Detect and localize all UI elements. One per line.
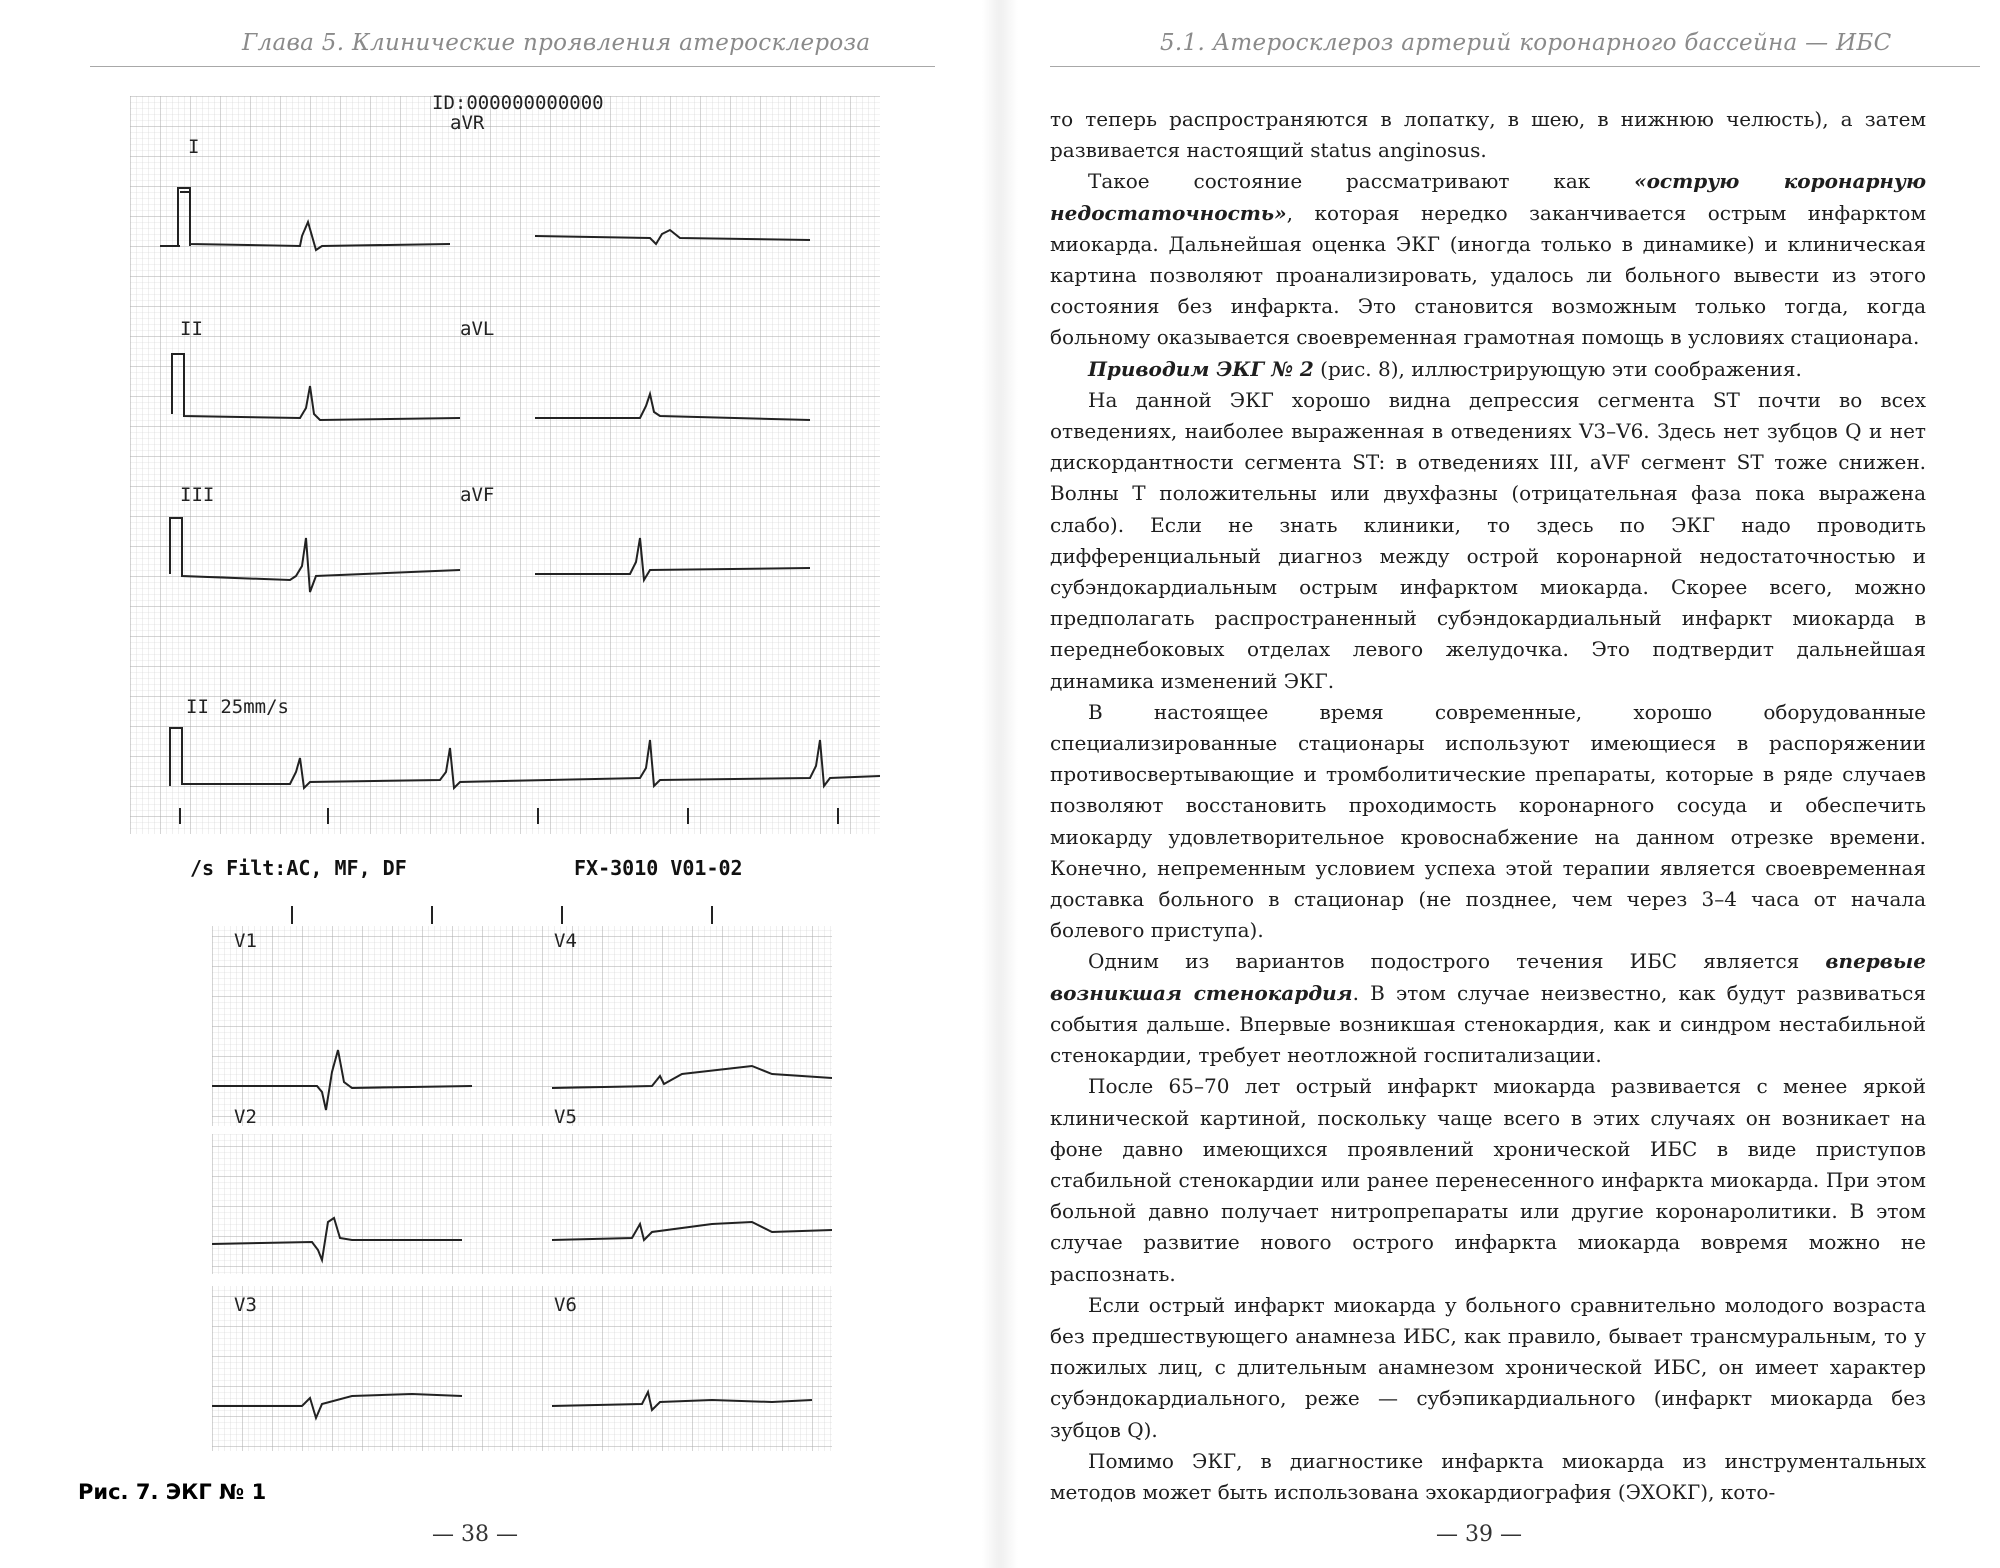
ecg-bottom-panel (212, 906, 832, 1466)
ecg-lead-label: aVF (460, 484, 495, 506)
ecg-rhythm-label: II 25mm/s (186, 696, 289, 718)
ecg-lead-label: I (188, 136, 200, 158)
paragraph-text: Такое состояние рассматривают как (1088, 169, 1635, 194)
paragraph-text: (рис. 8), иллюстрирующую эти соображения. (1313, 356, 1802, 381)
paragraph: В настоящее время современные, хорошо оборудованные специализированные стационары используют имеющиеся в распоряжении противосвертывающие и тромболитические препараты, которые в ряде случаев позволяют восстановить проходимость коронарного сосуда и обеспечить миокарду удовлетворительное кровоснабжение на данном отрезке времени. Конечно, непременным условием успеха этой терапии является своевременная доставка больного в стационар (не позднее, чем через 3–4 часа от начала болевого приступа). (1050, 699, 1926, 943)
paragraph: Помимо ЭКГ, в диагностике инфаркта миокарда из инструментальных методов может быть использована эхокардиография (ЭХОКГ), кото- (1050, 1448, 1926, 1504)
paragraph (1050, 354, 1926, 385)
paragraph (1050, 166, 1926, 353)
ecg-device-id: ID:000000000000 (432, 92, 604, 114)
ecg-device-model: FX-3010 V01-02 (574, 856, 743, 880)
ecg-lead-label: V2 (234, 1106, 257, 1128)
ecg-lead-label: V5 (554, 1106, 577, 1128)
ecg-lead-label: V6 (554, 1294, 577, 1316)
ecg-lead-label: II (180, 318, 203, 340)
emphasis-term: «острую коронарную недостаточность» (1050, 169, 1926, 225)
paragraph: то теперь распространяются в лопатку, в шею, в нижнюю челюсть), а затем развивается настоящий status anginosus. (1050, 107, 1926, 163)
right-page (1000, 0, 2000, 1568)
left-head-rule (90, 66, 935, 67)
paragraph: После 65–70 лет острый инфаркт миокарда развивается с менее яркой клинической картиной, поскольку чаще всего в этих случаях он возникает на фоне давно имеющихся проявлений хронической ИБС в виде приступов стабильной стенокардии или ранее перенесенного инфаркта миокарда. При этом больной давно получает нитропрепараты или другие коронаролитики. В этом случае развитие нового острого инфаркта миокарда вовремя можно не распознать. (1050, 1074, 1926, 1286)
right-running-head: 5.1. Атеросклероз артерий коронарного бассейна — ИБС (1160, 30, 1892, 56)
right-head-rule (1050, 66, 1980, 67)
paragraph-text: Одним из вариантов подострого течения ИБС является (1088, 949, 1826, 974)
left-running-head: Глава 5. Клинические проявления атеросклероза (242, 30, 871, 56)
body-text (1050, 104, 1926, 1508)
ecg-filter-info: /s Filt:AC, MF, DF (190, 856, 407, 880)
paragraph-text: , которая нередко заканчивается острым инфарктом миокарда. Дальнейшая оценка ЭКГ (иногда только в динамике) и клиническая картина позволяют проанализировать, удалось ли больного вывести из этого состояния без инфаркта. Это становится возможным только тогда, когда больному оказывается своевременная грамотная помощь в условиях стационара. (1050, 200, 1926, 350)
ecg-top-graphic (130, 96, 880, 896)
figure-caption: Рис. 7. ЭКГ № 1 (78, 1480, 267, 1504)
ecg-lead-label: aVR (450, 112, 485, 134)
ecg-lead-label: aVL (460, 318, 495, 340)
paragraph: На данной ЭКГ хорошо видна депрессия сегмента ST почти во всех отведениях, наиболее выраженная в отведениях V3–V6. Здесь нет зубцов Q и нет дискордантности сегмента ST: в отведениях III, aVF сегмент ST тоже снижен. Волны T положительны или двухфазны (отрицательная фаза пока выражена слабо). Если не знать клиники, то здесь по ЭКГ надо проводить дифференциальный диагноз между острой коронарной недостаточностью и субэндокардиальным острым инфарктом миокарда. Скорее всего, можно предполагать распространенный субэндокардиальный инфаркт миокарда в переднебоковых отделах левого желудочка. Это подтвердит дальнейшая динамика изменений ЭКГ. (1050, 387, 1926, 693)
paragraph (1050, 946, 1926, 1071)
right-page-number: — 39 — (1436, 1522, 1522, 1547)
emphasis-term: Приводим ЭКГ № 2 (1088, 356, 1314, 381)
ecg-lead-label: V4 (554, 930, 577, 952)
ecg-top-panel (130, 92, 880, 896)
ecg-bottom-graphic (212, 906, 832, 1466)
left-page-number: — 38 — (432, 1522, 518, 1547)
ecg-lead-label: V3 (234, 1294, 257, 1316)
paragraph: Если острый инфаркт миокарда у больного сравнительно молодого возраста без предшествующего анамнеза ИБС, как правило, бывает трансмуральным, то у пожилых лиц, с длительным анамнезом хронической ИБС, он имеет характер субэндокардиального, реже — субэпикардиального (инфаркт миокарда без зубцов Q). (1050, 1292, 1926, 1442)
ecg-lead-label: V1 (234, 930, 257, 952)
ecg-lead-label: III (180, 484, 215, 506)
paragraph-text: . В этом случае неизвестно, как будут развиваться события дальше. Впервые возникшая стенокардия, как и синдром нестабильной стенокардии, требует неотложной госпитализации. (1050, 980, 1926, 1068)
emphasis-term: впервые возникшая стенокардия (1050, 949, 1926, 1005)
